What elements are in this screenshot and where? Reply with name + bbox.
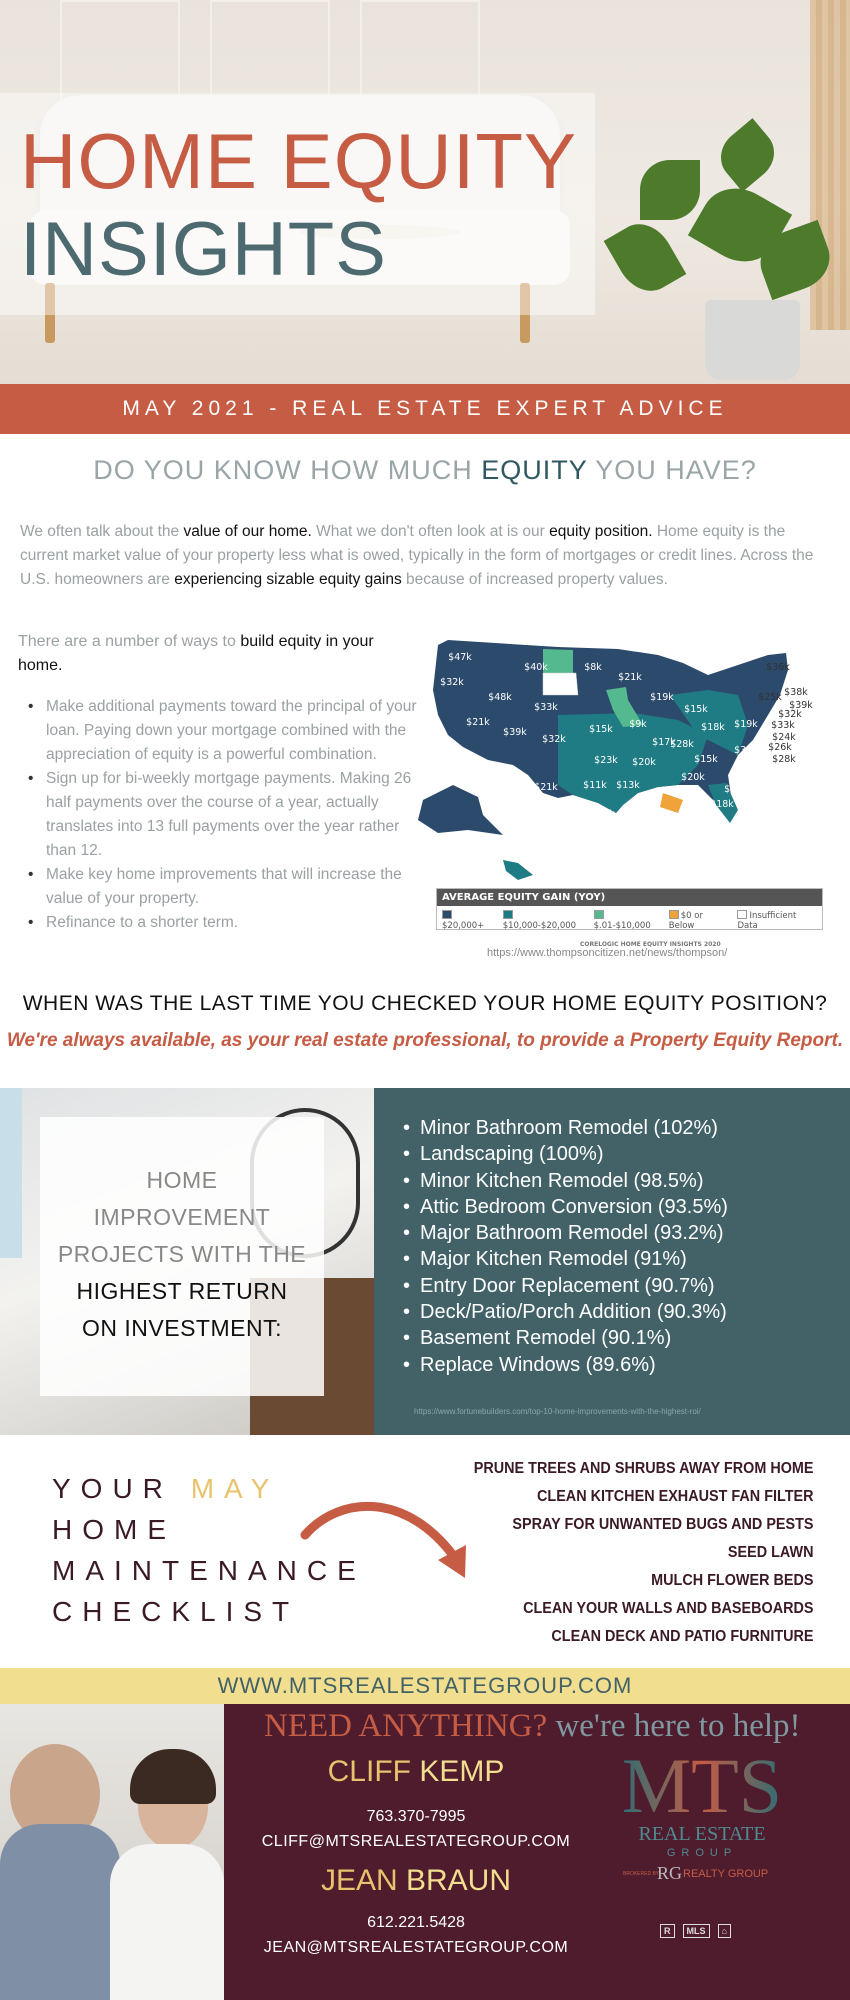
agent-phone[interactable]: 763.370-7995	[366, 1808, 466, 1825]
equity-tips-list	[28, 695, 418, 935]
hero-title-line1: HOME EQUITY	[20, 117, 578, 205]
list-item: • Replace Windows (89.6%)	[403, 1352, 728, 1378]
agent-shirt	[0, 1824, 120, 2000]
map-value-label: $20k	[632, 757, 656, 768]
map-value-label: $25k	[758, 692, 782, 703]
intro-text: Home equity is the current market value of your property less what is owed, typically in the form of mortgages or credit lines. Across the U.S. homeowners are	[20, 523, 814, 588]
list-item: • Basement Remodel (90.1%)	[403, 1325, 728, 1351]
membership-badges	[660, 1924, 731, 1938]
intro-text: We often talk about the	[20, 523, 184, 540]
plant-leaf	[710, 118, 784, 192]
intro-text: because of increased property values.	[401, 571, 668, 588]
agent-last-name: BRAUN	[406, 1864, 512, 1897]
map-value-label: $39k	[522, 859, 546, 870]
map-value-label: $32k	[440, 677, 464, 688]
equal-housing-icon: ⌂	[718, 1924, 731, 1938]
legend-row	[437, 906, 822, 935]
map-value-label: $19k	[650, 692, 674, 703]
map-value-label: $28k	[670, 739, 694, 750]
logo-line1: REAL ESTATE	[638, 1823, 766, 1845]
legend-item	[594, 910, 661, 931]
need-anything-heading	[264, 1708, 801, 1745]
build-text: There are a number of ways to	[18, 633, 241, 650]
map-value-label: $28k	[772, 754, 796, 765]
card-line: IMPROVEMENT	[93, 1204, 271, 1230]
title-line: MAINTENANCE	[52, 1555, 366, 1586]
map-value-label: $36k	[494, 779, 518, 790]
map-value-label: $13k	[616, 780, 640, 791]
list-item: • Minor Bathroom Remodel (102%)	[403, 1115, 728, 1141]
intro-bold: equity position.	[549, 523, 653, 540]
intro-text: What we don't often look at is our	[311, 523, 550, 540]
agent-jacket	[110, 1844, 224, 2000]
projects-source-url[interactable]: https://www.fortunebuilders.com/top-10-home-improvements-with-the-highest-roi/	[414, 1407, 701, 1416]
map-value-label: $32k	[778, 709, 802, 720]
curved-arrow-icon	[300, 1490, 475, 1590]
intro-paragraph	[20, 520, 820, 592]
map-value-label: $21k	[534, 782, 558, 793]
legend-item	[737, 910, 817, 931]
legend-item	[503, 910, 586, 931]
map-value-label: $18k	[701, 722, 725, 733]
list-item: • Minor Kitchen Remodel (98.5%)	[403, 1168, 728, 1194]
website-link[interactable]: WWW.MTSREALESTATEGROUP.COM	[0, 1668, 850, 1704]
list-item: • Sign up for bi-weekly mortgage payments. Making 26 half payments over the course of a year, actually translates into 13 full payments over the year rather than 12.	[28, 767, 418, 863]
map-value-label: $11k	[583, 780, 607, 791]
legend-swatch	[669, 910, 679, 919]
plant-pot	[705, 300, 800, 380]
map-value-label: $21k	[466, 717, 490, 728]
list-item: • Entry Door Replacement (90.7%)	[403, 1273, 728, 1299]
intro-bold: experiencing sizable equity gains	[174, 571, 402, 588]
list-item: CLEAN DECK AND PATIO FURNITURE	[551, 1628, 814, 1645]
map-value-label: $9k	[629, 719, 647, 730]
legend-label: $10,000-$20,000	[502, 921, 577, 931]
map-region-white-sd	[543, 673, 578, 695]
list-item: • Refinance to a shorter term.	[28, 911, 418, 935]
agent-email[interactable]: JEAN@MTSREALESTATEGROUP.COM	[263, 1939, 569, 1956]
logo-mark: MTS	[621, 1742, 783, 1829]
map-value-label: $23k	[594, 755, 618, 766]
need-text: NEED ANYTHING?	[264, 1708, 548, 1744]
list-item: • Major Kitchen Remodel (91%)	[403, 1246, 728, 1272]
list-item: • Deck/Patio/Porch Addition (90.3%)	[403, 1299, 728, 1325]
agent-first-name: JEAN	[320, 1864, 406, 1897]
list-item: • Make additional payments toward the principal of your loan. Paying down your mortgage combined with the appreciation of equity is a powerful combination.	[28, 695, 418, 767]
legend-item	[669, 910, 730, 931]
us-equity-map	[408, 635, 828, 885]
map-value-label: $26k	[768, 742, 792, 753]
map-value-label: $33k	[771, 720, 795, 731]
card-line: HOME	[146, 1167, 218, 1193]
projects-list	[403, 1115, 728, 1378]
date-banner: MAY 2021 - REAL ESTATE EXPERT ADVICE	[0, 384, 850, 434]
checklist-items	[474, 1455, 814, 1651]
map-value-label: $17k	[652, 737, 676, 748]
alaska-shape	[418, 785, 503, 835]
map-value-label: $48k	[488, 692, 512, 703]
map-value-label: $31k	[734, 745, 758, 756]
list-item: • Landscaping (100%)	[403, 1141, 728, 1167]
map-legend	[436, 888, 823, 930]
map-value-label: $32k	[542, 734, 566, 745]
logo-rg: RG	[657, 1863, 683, 1883]
title-may: MAY	[190, 1473, 280, 1504]
map-value-label: $12k	[591, 809, 615, 820]
map-value-label: $19k	[703, 842, 727, 853]
list-item: • Make key home improvements that will increase the value of your property.	[28, 863, 418, 911]
map-value-label: $33k	[534, 702, 558, 713]
map-value-label: $15k	[589, 724, 613, 735]
map-value-label: $8k	[584, 662, 602, 673]
map-value-label: $15k	[694, 754, 718, 765]
map-value-label: $38k	[784, 687, 808, 698]
map-value-label: $16k	[684, 802, 708, 813]
map-value-label: $18k	[724, 784, 748, 795]
legend-label: Insufficient Data	[737, 911, 797, 931]
map-value-label: $20k	[681, 772, 705, 783]
title-line: CHECKLIST	[52, 1596, 300, 1627]
list-item: SPRAY FOR UNWANTED BUGS AND PESTS	[512, 1516, 814, 1533]
hero-title-line2: INSIGHTS	[20, 207, 387, 292]
map-value-label: $22k	[448, 832, 472, 843]
map-value-label: $55k	[442, 755, 466, 766]
logo-brokered: BROKERED BY	[623, 1871, 660, 1877]
map-source-url[interactable]: https://www.thompsoncitizen.net/news/thompson/	[487, 947, 728, 959]
checked-equity-heading: WHEN WAS THE LAST TIME YOU CHECKED YOUR HOME EQUITY POSITION?	[22, 992, 828, 1015]
legend-swatch	[594, 910, 604, 919]
agent-email[interactable]: CLIFF@MTSREALESTATEGROUP.COM	[261, 1833, 571, 1850]
legend-swatch	[737, 910, 747, 919]
legend-swatch	[503, 910, 513, 919]
agent-name-cliff	[224, 1755, 608, 1789]
mts-logo	[617, 1742, 787, 1902]
title-line: HOME	[52, 1514, 176, 1545]
list-item: • Major Bathroom Remodel (93.2%)	[403, 1220, 728, 1246]
plant-leaf	[640, 160, 700, 220]
map-source: CORELOGIC HOME EQUITY INSIGHTS 2020	[580, 941, 721, 948]
map-value-label: $18k	[710, 799, 734, 810]
question-post: YOU HAVE?	[587, 455, 757, 485]
map-value-label: $24k	[772, 732, 796, 743]
list-item: CLEAN KITCHEN EXHAUST FAN FILTER	[537, 1488, 814, 1505]
legend-label: $20,000+	[442, 921, 485, 931]
map-value-label: $21k	[618, 672, 642, 683]
list-item: PRUNE TREES AND SHRUBS AWAY FROM HOME	[474, 1460, 814, 1477]
card-line: HIGHEST RETURN	[76, 1278, 288, 1304]
map-value-label: $14k	[646, 825, 670, 836]
agent-first-name: CLIFF	[327, 1755, 420, 1788]
legend-item	[442, 910, 495, 931]
list-item: MULCH FLOWER BEDS	[651, 1572, 814, 1589]
legend-label: $.01-$10,000	[593, 921, 651, 931]
agent-hair	[130, 1749, 216, 1804]
title-your: YOUR	[52, 1473, 191, 1504]
realtor-icon: R	[660, 1924, 675, 1938]
mls-icon: MLS	[683, 1924, 710, 1938]
legend-swatch	[442, 910, 452, 919]
logo-line2: GROUP	[666, 1847, 738, 1859]
agent-last-name: KEMP	[419, 1755, 505, 1788]
map-value-label: $21k	[736, 767, 760, 778]
list-item: SEED LAWN	[728, 1544, 814, 1561]
build-equity-intro	[18, 630, 418, 678]
map-value-label: $39k	[789, 700, 813, 711]
equity-report-offer: We're always available, as your real estate professional, to provide a Property Equity Report.	[6, 1030, 844, 1051]
card-line: PROJECTS WITH THE	[57, 1241, 307, 1267]
map-value-label: $40k	[524, 662, 548, 673]
map-value-label: $19k	[734, 719, 758, 730]
question-pre: DO YOU KNOW HOW MUCH	[93, 455, 482, 485]
agent-phone[interactable]: 612.221.5428	[367, 1914, 465, 1931]
question-highlight: EQUITY	[481, 455, 588, 485]
plant-leaf	[604, 213, 687, 301]
card-line: ON INVESTMENT:	[82, 1315, 282, 1341]
window	[0, 1088, 22, 1258]
map-value-label: $47k	[448, 652, 472, 663]
intro-bold: value of our home.	[183, 523, 312, 540]
build-bold: build equity in your home.	[18, 633, 374, 674]
equity-question-heading	[0, 455, 850, 486]
legend-label: $0 or Below	[668, 911, 703, 931]
list-item: • Attic Bedroom Conversion (93.5%)	[403, 1194, 728, 1220]
legend-title: AVERAGE EQUITY GAIN (YOY)	[437, 889, 822, 906]
agents-photo	[0, 1704, 224, 2000]
map-value-label: $15k	[684, 704, 708, 715]
list-item: CLEAN YOUR WALLS AND BASEBOARDS	[523, 1600, 814, 1617]
logo-realty: REALTY GROUP	[683, 1868, 769, 1880]
projects-title-card	[40, 1117, 324, 1396]
map-value-label: $36k	[766, 662, 790, 673]
hero-photo	[0, 0, 850, 384]
help-text: we're here to help!	[547, 1708, 801, 1744]
map-region-orange	[660, 793, 683, 813]
agent-name-jean	[224, 1864, 608, 1898]
map-value-label: $39k	[503, 727, 527, 738]
